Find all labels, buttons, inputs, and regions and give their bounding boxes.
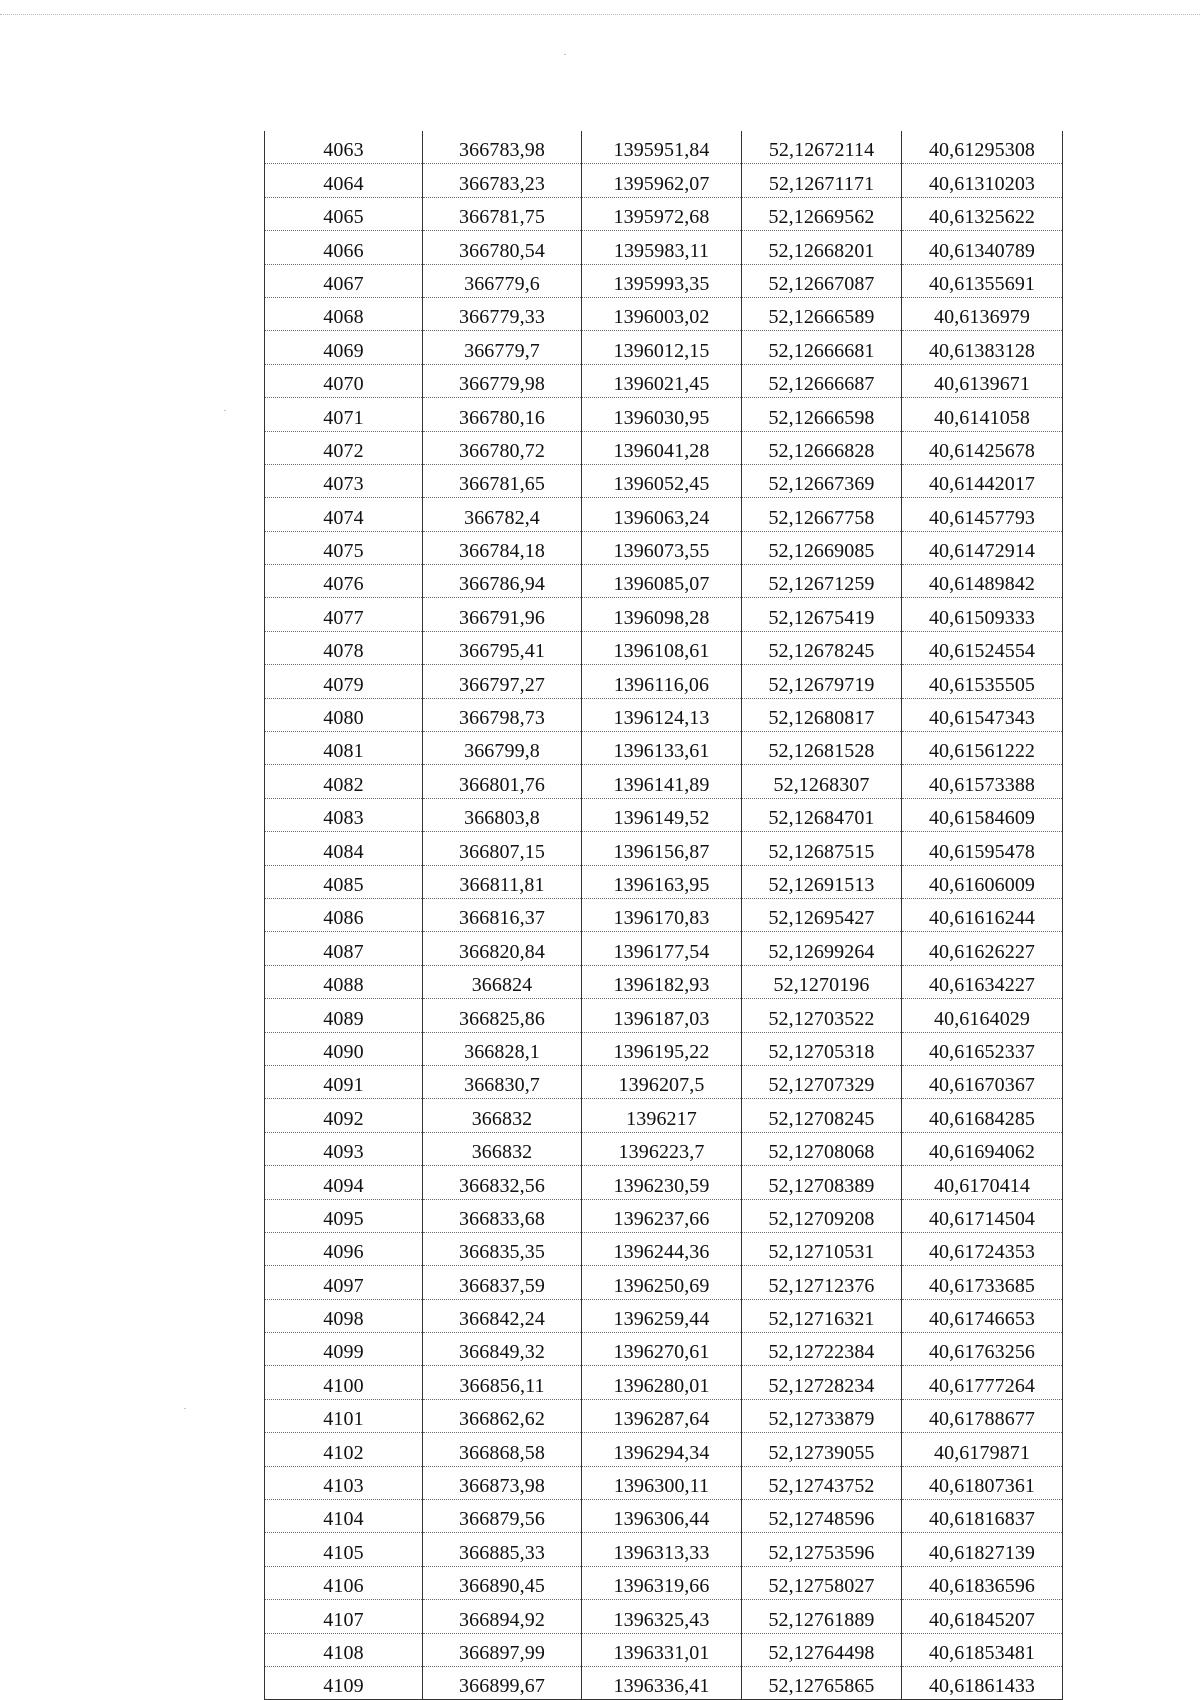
- y-coordinate-cell: 1396237,66: [582, 1199, 742, 1232]
- table-row: [265, 1533, 1063, 1566]
- point-number-cell: 4080: [265, 698, 423, 731]
- x-coordinate-cell: 366791,96: [423, 598, 582, 631]
- latitude-cell: 52,12739055: [742, 1433, 902, 1466]
- table-row: [265, 598, 1063, 631]
- latitude-cell: 52,12709208: [742, 1199, 902, 1232]
- point-number-cell: 4107: [265, 1600, 423, 1633]
- table-row: [265, 398, 1063, 431]
- y-coordinate-cell: 1396177,54: [582, 932, 742, 965]
- table-row: [265, 698, 1063, 731]
- x-coordinate-cell: 366779,6: [423, 264, 582, 297]
- x-coordinate-cell: 366779,33: [423, 297, 582, 330]
- x-coordinate-cell: 366832: [423, 1132, 582, 1165]
- table-row: [265, 1199, 1063, 1232]
- y-coordinate-cell: 1396073,55: [582, 531, 742, 564]
- table-row: [265, 1566, 1063, 1599]
- latitude-cell: 52,12666681: [742, 331, 902, 364]
- latitude-cell: 52,12722384: [742, 1333, 902, 1366]
- latitude-cell: 52,12668201: [742, 231, 902, 264]
- coordinates-table: [264, 131, 1063, 1700]
- latitude-cell: 52,12748596: [742, 1500, 902, 1533]
- point-number-cell: 4082: [265, 765, 423, 798]
- point-number-cell: 4093: [265, 1132, 423, 1165]
- point-number-cell: 4100: [265, 1366, 423, 1399]
- longitude-cell: 40,61573388: [902, 765, 1063, 798]
- longitude-cell: 40,61472914: [902, 531, 1063, 564]
- x-coordinate-cell: 366873,98: [423, 1466, 582, 1499]
- longitude-cell: 40,61861433: [902, 1666, 1063, 1699]
- table-row: [265, 732, 1063, 765]
- latitude-cell: 52,12669085: [742, 531, 902, 564]
- table-row: [265, 1099, 1063, 1132]
- y-coordinate-cell: 1396182,93: [582, 965, 742, 998]
- point-number-cell: 4092: [265, 1099, 423, 1132]
- x-coordinate-cell: 366837,59: [423, 1266, 582, 1299]
- table-row: [265, 1466, 1063, 1499]
- point-number-cell: 4071: [265, 398, 423, 431]
- x-coordinate-cell: 366803,8: [423, 798, 582, 831]
- table-row: [265, 1333, 1063, 1366]
- y-coordinate-cell: 1396300,11: [582, 1466, 742, 1499]
- y-coordinate-cell: 1396207,5: [582, 1065, 742, 1098]
- y-coordinate-cell: 1396052,45: [582, 464, 742, 497]
- longitude-cell: 40,61595478: [902, 832, 1063, 865]
- y-coordinate-cell: 1396187,03: [582, 999, 742, 1032]
- x-coordinate-cell: 366801,76: [423, 765, 582, 798]
- x-coordinate-cell: 366825,86: [423, 999, 582, 1032]
- table-row: [265, 1166, 1063, 1199]
- table-row: [265, 832, 1063, 865]
- longitude-cell: 40,6141058: [902, 398, 1063, 431]
- point-number-cell: 4086: [265, 898, 423, 931]
- longitude-cell: 40,6179871: [902, 1433, 1063, 1466]
- latitude-cell: 52,12753596: [742, 1533, 902, 1566]
- y-coordinate-cell: 1396313,33: [582, 1533, 742, 1566]
- longitude-cell: 40,61535505: [902, 665, 1063, 698]
- x-coordinate-cell: 366779,7: [423, 331, 582, 364]
- point-number-cell: 4105: [265, 1533, 423, 1566]
- y-coordinate-cell: 1396306,44: [582, 1500, 742, 1533]
- y-coordinate-cell: 1396250,69: [582, 1266, 742, 1299]
- scan-speck: [184, 1408, 186, 1409]
- latitude-cell: 52,12765865: [742, 1666, 902, 1699]
- latitude-cell: 52,12703522: [742, 999, 902, 1032]
- point-number-cell: 4098: [265, 1299, 423, 1332]
- y-coordinate-cell: 1396223,7: [582, 1132, 742, 1165]
- table-row: [265, 1232, 1063, 1265]
- longitude-cell: 40,61584609: [902, 798, 1063, 831]
- longitude-cell: 40,61310203: [902, 164, 1063, 197]
- longitude-cell: 40,61457793: [902, 498, 1063, 531]
- point-number-cell: 4094: [265, 1166, 423, 1199]
- x-coordinate-cell: 366856,11: [423, 1366, 582, 1399]
- longitude-cell: 40,61746653: [902, 1299, 1063, 1332]
- x-coordinate-cell: 366830,7: [423, 1065, 582, 1098]
- y-coordinate-cell: 1396085,07: [582, 565, 742, 598]
- longitude-cell: 40,61325622: [902, 197, 1063, 230]
- longitude-cell: 40,61788677: [902, 1399, 1063, 1432]
- latitude-cell: 52,12761889: [742, 1600, 902, 1633]
- longitude-cell: 40,61694062: [902, 1132, 1063, 1165]
- table-row: [265, 231, 1063, 264]
- longitude-cell: 40,61827139: [902, 1533, 1063, 1566]
- longitude-cell: 40,61606009: [902, 865, 1063, 898]
- longitude-cell: 40,61652337: [902, 1032, 1063, 1065]
- latitude-cell: 52,1270196: [742, 965, 902, 998]
- x-coordinate-cell: 366780,72: [423, 431, 582, 464]
- longitude-cell: 40,6170414: [902, 1166, 1063, 1199]
- latitude-cell: 52,12764498: [742, 1633, 902, 1666]
- x-coordinate-cell: 366816,37: [423, 898, 582, 931]
- point-number-cell: 4089: [265, 999, 423, 1032]
- latitude-cell: 52,12679719: [742, 665, 902, 698]
- longitude-cell: 40,6139671: [902, 364, 1063, 397]
- longitude-cell: 40,61340789: [902, 231, 1063, 264]
- table-row: [265, 164, 1063, 197]
- point-number-cell: 4103: [265, 1466, 423, 1499]
- x-coordinate-cell: 366842,24: [423, 1299, 582, 1332]
- x-coordinate-cell: 366797,27: [423, 665, 582, 698]
- y-coordinate-cell: 1396280,01: [582, 1366, 742, 1399]
- table-row: [265, 264, 1063, 297]
- point-number-cell: 4095: [265, 1199, 423, 1232]
- longitude-cell: 40,6136979: [902, 297, 1063, 330]
- x-coordinate-cell: 366780,16: [423, 398, 582, 431]
- point-number-cell: 4085: [265, 865, 423, 898]
- scan-speck: [564, 54, 566, 55]
- x-coordinate-cell: 366807,15: [423, 832, 582, 865]
- latitude-cell: 52,12691513: [742, 865, 902, 898]
- point-number-cell: 4084: [265, 832, 423, 865]
- point-number-cell: 4070: [265, 364, 423, 397]
- longitude-cell: 40,61724353: [902, 1232, 1063, 1265]
- latitude-cell: 52,12667087: [742, 264, 902, 297]
- x-coordinate-cell: 366879,56: [423, 1500, 582, 1533]
- latitude-cell: 52,12684701: [742, 798, 902, 831]
- point-number-cell: 4099: [265, 1333, 423, 1366]
- scan-speck: [224, 410, 226, 411]
- table-row: [265, 531, 1063, 564]
- table-row: [265, 1132, 1063, 1165]
- x-coordinate-cell: 366862,62: [423, 1399, 582, 1432]
- table-row: [265, 1666, 1063, 1699]
- longitude-cell: 40,61425678: [902, 431, 1063, 464]
- y-coordinate-cell: 1396041,28: [582, 431, 742, 464]
- latitude-cell: 52,12708245: [742, 1099, 902, 1132]
- longitude-cell: 40,61777264: [902, 1366, 1063, 1399]
- longitude-cell: 40,61836596: [902, 1566, 1063, 1599]
- longitude-cell: 40,61670367: [902, 1065, 1063, 1098]
- table-row: [265, 431, 1063, 464]
- y-coordinate-cell: 1396170,83: [582, 898, 742, 931]
- x-coordinate-cell: 366849,32: [423, 1333, 582, 1366]
- point-number-cell: 4077: [265, 598, 423, 631]
- table-row: [265, 999, 1063, 1032]
- longitude-cell: 40,61295308: [902, 131, 1063, 164]
- latitude-cell: 52,12758027: [742, 1566, 902, 1599]
- longitude-cell: 40,61714504: [902, 1199, 1063, 1232]
- latitude-cell: 52,12667369: [742, 464, 902, 497]
- y-coordinate-cell: 1396336,41: [582, 1666, 742, 1699]
- y-coordinate-cell: 1396244,36: [582, 1232, 742, 1265]
- scan-edge-line: [0, 14, 1200, 15]
- point-number-cell: 4078: [265, 631, 423, 664]
- y-coordinate-cell: 1396259,44: [582, 1299, 742, 1332]
- x-coordinate-cell: 366897,99: [423, 1633, 582, 1666]
- latitude-cell: 52,12671259: [742, 565, 902, 598]
- latitude-cell: 52,12712376: [742, 1266, 902, 1299]
- longitude-cell: 40,61763256: [902, 1333, 1063, 1366]
- table-row: [265, 798, 1063, 831]
- point-number-cell: 4102: [265, 1433, 423, 1466]
- point-number-cell: 4074: [265, 498, 423, 531]
- table-row: [265, 331, 1063, 364]
- longitude-cell: 40,61845207: [902, 1600, 1063, 1633]
- x-coordinate-cell: 366832,56: [423, 1166, 582, 1199]
- latitude-cell: 52,12708389: [742, 1166, 902, 1199]
- table-row: [265, 898, 1063, 931]
- longitude-cell: 40,61509333: [902, 598, 1063, 631]
- x-coordinate-cell: 366783,98: [423, 131, 582, 164]
- table-row: [265, 1500, 1063, 1533]
- point-number-cell: 4073: [265, 464, 423, 497]
- table-row: [265, 1399, 1063, 1432]
- table-row: [265, 765, 1063, 798]
- y-coordinate-cell: 1396287,64: [582, 1399, 742, 1432]
- latitude-cell: 52,12671171: [742, 164, 902, 197]
- point-number-cell: 4081: [265, 732, 423, 765]
- longitude-cell: 40,61816837: [902, 1500, 1063, 1533]
- y-coordinate-cell: 1396098,28: [582, 598, 742, 631]
- longitude-cell: 40,61489842: [902, 565, 1063, 598]
- longitude-cell: 40,61807361: [902, 1466, 1063, 1499]
- x-coordinate-cell: 366798,73: [423, 698, 582, 731]
- y-coordinate-cell: 1396116,06: [582, 665, 742, 698]
- y-coordinate-cell: 1396141,89: [582, 765, 742, 798]
- point-number-cell: 4076: [265, 565, 423, 598]
- point-number-cell: 4083: [265, 798, 423, 831]
- longitude-cell: 40,61524554: [902, 631, 1063, 664]
- x-coordinate-cell: 366783,23: [423, 164, 582, 197]
- table-row: [265, 1299, 1063, 1332]
- point-number-cell: 4097: [265, 1266, 423, 1299]
- x-coordinate-cell: 366780,54: [423, 231, 582, 264]
- longitude-cell: 40,6164029: [902, 999, 1063, 1032]
- x-coordinate-cell: 366828,1: [423, 1032, 582, 1065]
- y-coordinate-cell: 1396163,95: [582, 865, 742, 898]
- x-coordinate-cell: 366835,35: [423, 1232, 582, 1265]
- table-row: [265, 1266, 1063, 1299]
- table-row: [265, 865, 1063, 898]
- y-coordinate-cell: 1396270,61: [582, 1333, 742, 1366]
- y-coordinate-cell: 1396030,95: [582, 398, 742, 431]
- y-coordinate-cell: 1396156,87: [582, 832, 742, 865]
- longitude-cell: 40,61442017: [902, 464, 1063, 497]
- point-number-cell: 4088: [265, 965, 423, 998]
- coordinates-table-body: [265, 131, 1063, 1700]
- point-number-cell: 4109: [265, 1666, 423, 1699]
- point-number-cell: 4069: [265, 331, 423, 364]
- table-row: [265, 1366, 1063, 1399]
- x-coordinate-cell: 366779,98: [423, 364, 582, 397]
- table-row: [265, 1065, 1063, 1098]
- x-coordinate-cell: 366782,4: [423, 498, 582, 531]
- latitude-cell: 52,12666687: [742, 364, 902, 397]
- point-number-cell: 4065: [265, 197, 423, 230]
- point-number-cell: 4087: [265, 932, 423, 965]
- x-coordinate-cell: 366784,18: [423, 531, 582, 564]
- point-number-cell: 4063: [265, 131, 423, 164]
- y-coordinate-cell: 1395972,68: [582, 197, 742, 230]
- y-coordinate-cell: 1396195,22: [582, 1032, 742, 1065]
- latitude-cell: 52,12666598: [742, 398, 902, 431]
- table-row: [265, 932, 1063, 965]
- x-coordinate-cell: 366781,65: [423, 464, 582, 497]
- point-number-cell: 4068: [265, 297, 423, 330]
- latitude-cell: 52,12743752: [742, 1466, 902, 1499]
- longitude-cell: 40,61684285: [902, 1099, 1063, 1132]
- x-coordinate-cell: 366824: [423, 965, 582, 998]
- point-number-cell: 4090: [265, 1032, 423, 1065]
- y-coordinate-cell: 1396230,59: [582, 1166, 742, 1199]
- table-row: [265, 1032, 1063, 1065]
- point-number-cell: 4079: [265, 665, 423, 698]
- table-row: [265, 1633, 1063, 1666]
- table-row: [265, 965, 1063, 998]
- x-coordinate-cell: 366786,94: [423, 565, 582, 598]
- point-number-cell: 4066: [265, 231, 423, 264]
- latitude-cell: 52,12705318: [742, 1032, 902, 1065]
- table-row: [265, 297, 1063, 330]
- x-coordinate-cell: 366868,58: [423, 1433, 582, 1466]
- x-coordinate-cell: 366832: [423, 1099, 582, 1132]
- table-row: [265, 1600, 1063, 1633]
- latitude-cell: 52,12681528: [742, 732, 902, 765]
- point-number-cell: 4075: [265, 531, 423, 564]
- point-number-cell: 4064: [265, 164, 423, 197]
- y-coordinate-cell: 1396294,34: [582, 1433, 742, 1466]
- x-coordinate-cell: 366885,33: [423, 1533, 582, 1566]
- latitude-cell: 52,12675419: [742, 598, 902, 631]
- y-coordinate-cell: 1396012,15: [582, 331, 742, 364]
- latitude-cell: 52,12699264: [742, 932, 902, 965]
- table-row: [265, 665, 1063, 698]
- x-coordinate-cell: 366799,8: [423, 732, 582, 765]
- latitude-cell: 52,12666589: [742, 297, 902, 330]
- y-coordinate-cell: 1395983,11: [582, 231, 742, 264]
- x-coordinate-cell: 366899,67: [423, 1666, 582, 1699]
- point-number-cell: 4072: [265, 431, 423, 464]
- x-coordinate-cell: 366781,75: [423, 197, 582, 230]
- table-row: [265, 565, 1063, 598]
- latitude-cell: 52,1268307: [742, 765, 902, 798]
- longitude-cell: 40,61626227: [902, 932, 1063, 965]
- latitude-cell: 52,12733879: [742, 1399, 902, 1432]
- y-coordinate-cell: 1396108,61: [582, 631, 742, 664]
- latitude-cell: 52,12666828: [742, 431, 902, 464]
- y-coordinate-cell: 1396217: [582, 1099, 742, 1132]
- longitude-cell: 40,61853481: [902, 1633, 1063, 1666]
- x-coordinate-cell: 366833,68: [423, 1199, 582, 1232]
- table-row: [265, 631, 1063, 664]
- latitude-cell: 52,12669562: [742, 197, 902, 230]
- longitude-cell: 40,61561222: [902, 732, 1063, 765]
- y-coordinate-cell: 1396124,13: [582, 698, 742, 731]
- y-coordinate-cell: 1396149,52: [582, 798, 742, 831]
- latitude-cell: 52,12707329: [742, 1065, 902, 1098]
- y-coordinate-cell: 1396319,66: [582, 1566, 742, 1599]
- x-coordinate-cell: 366820,84: [423, 932, 582, 965]
- table-row: [265, 131, 1063, 164]
- longitude-cell: 40,61733685: [902, 1266, 1063, 1299]
- point-number-cell: 4104: [265, 1500, 423, 1533]
- latitude-cell: 52,12728234: [742, 1366, 902, 1399]
- table-row: [265, 498, 1063, 531]
- y-coordinate-cell: 1396331,01: [582, 1633, 742, 1666]
- point-number-cell: 4108: [265, 1633, 423, 1666]
- latitude-cell: 52,12716321: [742, 1299, 902, 1332]
- y-coordinate-cell: 1395993,35: [582, 264, 742, 297]
- longitude-cell: 40,61616244: [902, 898, 1063, 931]
- x-coordinate-cell: 366811,81: [423, 865, 582, 898]
- longitude-cell: 40,61634227: [902, 965, 1063, 998]
- latitude-cell: 52,12695427: [742, 898, 902, 931]
- latitude-cell: 52,12710531: [742, 1232, 902, 1265]
- latitude-cell: 52,12708068: [742, 1132, 902, 1165]
- latitude-cell: 52,12687515: [742, 832, 902, 865]
- latitude-cell: 52,12667758: [742, 498, 902, 531]
- point-number-cell: 4106: [265, 1566, 423, 1599]
- y-coordinate-cell: 1395962,07: [582, 164, 742, 197]
- latitude-cell: 52,12672114: [742, 131, 902, 164]
- table-row: [265, 464, 1063, 497]
- point-number-cell: 4091: [265, 1065, 423, 1098]
- x-coordinate-cell: 366795,41: [423, 631, 582, 664]
- y-coordinate-cell: 1396325,43: [582, 1600, 742, 1633]
- x-coordinate-cell: 366894,92: [423, 1600, 582, 1633]
- y-coordinate-cell: 1396063,24: [582, 498, 742, 531]
- point-number-cell: 4096: [265, 1232, 423, 1265]
- longitude-cell: 40,61355691: [902, 264, 1063, 297]
- longitude-cell: 40,61383128: [902, 331, 1063, 364]
- point-number-cell: 4067: [265, 264, 423, 297]
- y-coordinate-cell: 1395951,84: [582, 131, 742, 164]
- y-coordinate-cell: 1396133,61: [582, 732, 742, 765]
- table-row: [265, 1433, 1063, 1466]
- y-coordinate-cell: 1396021,45: [582, 364, 742, 397]
- y-coordinate-cell: 1396003,02: [582, 297, 742, 330]
- x-coordinate-cell: 366890,45: [423, 1566, 582, 1599]
- latitude-cell: 52,12680817: [742, 698, 902, 731]
- longitude-cell: 40,61547343: [902, 698, 1063, 731]
- point-number-cell: 4101: [265, 1399, 423, 1432]
- table-row: [265, 197, 1063, 230]
- latitude-cell: 52,12678245: [742, 631, 902, 664]
- table-row: [265, 364, 1063, 397]
